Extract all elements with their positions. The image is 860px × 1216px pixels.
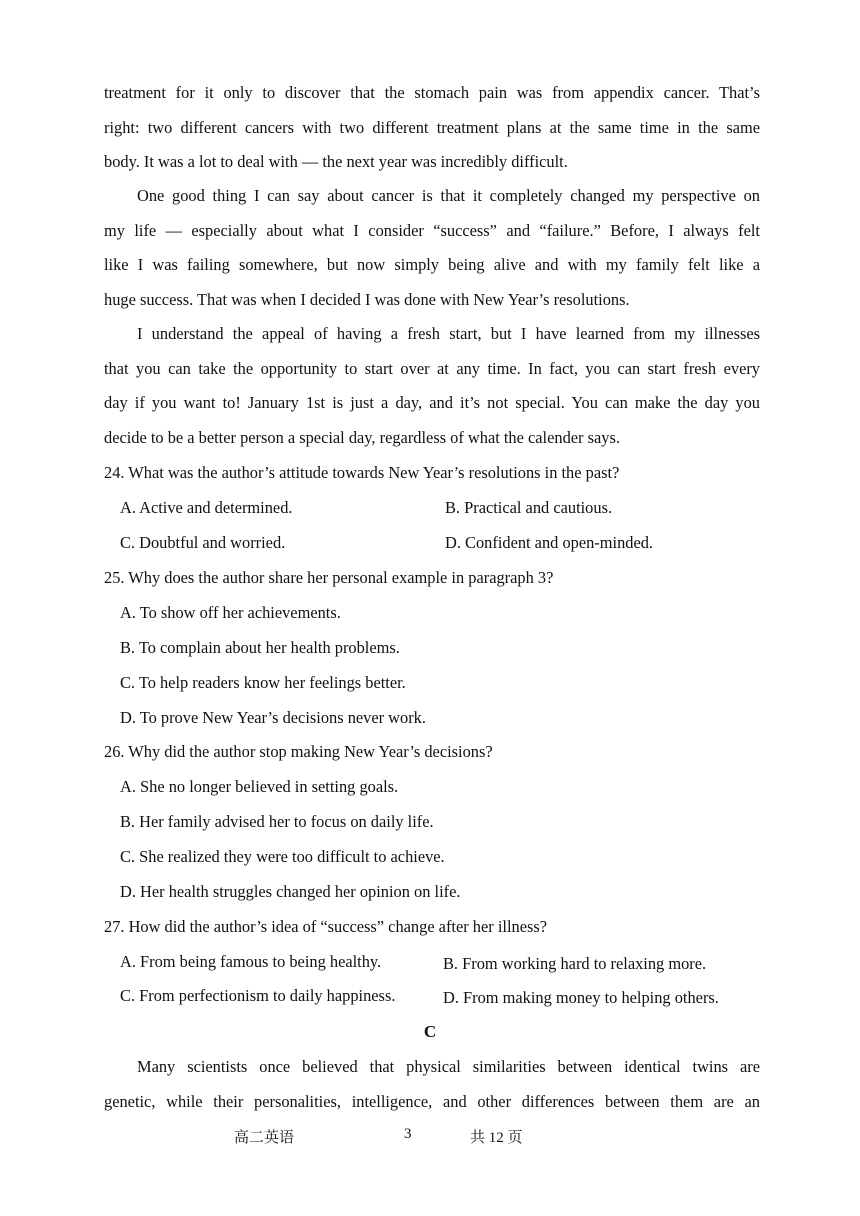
paragraph-line: day if you want to! January 1st is just a day, and it’s not special. You can make the day you: [104, 393, 760, 412]
question-26-option-a: A. She no longer believed in setting goals.: [120, 777, 399, 796]
section-c-heading: C: [423, 1022, 437, 1041]
footer-page-number: 3: [404, 1126, 412, 1142]
footer-subject: 高二英语: [234, 1130, 295, 1146]
question-26-stem: 26. Why did the author stop making New Year’s decisions?: [104, 742, 493, 761]
question-26-option-c: C. She realized they were too difficult to achieve.: [120, 847, 445, 866]
paragraph-line: that you can take the opportunity to start over at any time. In fact, you can start fresh every: [104, 358, 760, 378]
section-c-paragraph: [104, 1050, 760, 1119]
paragraph-line: Many scientists once believed that physical similarities between identical twins are: [137, 1057, 760, 1076]
footer-total-pages: 共 12 页: [470, 1130, 523, 1146]
question-25-option-a: A. To show off her achievements.: [120, 603, 341, 622]
paragraph-line: genetic, while their personalities, intelligence, and other differences between them are an: [104, 1091, 760, 1111]
question-25-option-b: B. To complain about her health problems.: [120, 638, 400, 657]
question-25-option-c: C. To help readers know her feelings better.: [120, 673, 406, 692]
question-27-option-d: D. From making money to helping others.: [443, 988, 719, 1007]
question-24-option-c: C. Doubtful and worried.: [120, 533, 286, 552]
question-24-option-b: B. Practical and cautious.: [445, 498, 613, 517]
question-26-option-b: B. Her family advised her to focus on daily life.: [120, 812, 434, 831]
paragraph-line: One good thing I can say about cancer is that it completely changed my perspective on: [137, 186, 760, 205]
paragraph-line: my life — especially about what I consider “success” and “failure.” Before, I always felt: [104, 220, 760, 240]
question-27-option-b: B. From working hard to relaxing more.: [443, 954, 707, 973]
paragraph-line: I understand the appeal of having a fresh start, but I have learned from my illnesses: [137, 324, 760, 343]
question-24-option-a: A. Active and determined.: [120, 498, 293, 517]
question-25-option-d: D. To prove New Year’s decisions never work.: [120, 708, 426, 727]
question-27-option-a: A. From being famous to being healthy.: [120, 952, 382, 971]
paragraph-line: treatment for it only to discover that the stomach pain was from appendix cancer. That’s: [104, 83, 760, 102]
paragraph-line: like I was failing somewhere, but now simply being alive and with my family felt like a: [104, 255, 760, 274]
question-25-stem: 25. Why does the author share her personal example in paragraph 3?: [104, 568, 554, 587]
question-24-stem: 24. What was the author’s attitude towards New Year’s resolutions in the past?: [104, 463, 620, 482]
paragraph-line: decide to be a better person a special day, regardless of what the calender says.: [104, 427, 620, 447]
question-27-option-c: C. From perfectionism to daily happiness.: [120, 986, 396, 1005]
passage-paragraph-3: [104, 317, 760, 455]
question-27-stem: 27. How did the author’s idea of “success” change after her illness?: [104, 917, 547, 936]
passage-paragraph-2: [104, 179, 760, 317]
question-24-option-d: D. Confident and open-minded.: [445, 533, 654, 552]
passage-paragraph-1: [104, 76, 760, 180]
paragraph-line: body. It was a lot to deal with — the next year was incredibly difficult.: [104, 152, 568, 171]
question-26-option-d: D. Her health struggles changed her opinion on life.: [120, 882, 461, 901]
paragraph-line: huge success. That was when I decided I was done with New Year’s resolutions.: [104, 289, 630, 309]
paragraph-line: right: two different cancers with two different treatment plans at the same time in the same: [104, 117, 760, 137]
